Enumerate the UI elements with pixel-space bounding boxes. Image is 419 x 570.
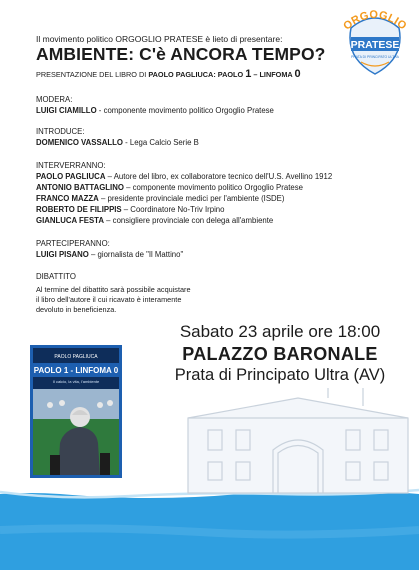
book-subtitle: Il calcio, la vita, l'ambiente — [52, 379, 100, 384]
section-label-parteciperanno: PARTECIPERANNO: — [36, 239, 110, 248]
event-date: Sabato 23 aprile ore 18:00 — [179, 322, 381, 341]
list-item — [36, 194, 284, 203]
person-name: GIANLUCA FESTA — [36, 216, 105, 225]
palazzo-baronale-illustration — [178, 388, 418, 500]
book-title: PAOLO 1 - LINFOMA 0 — [33, 366, 119, 375]
debate-note-line: il libro dell'autore il cui ricavato è interamente — [36, 295, 182, 304]
section-label-modera: MODERA: — [36, 95, 73, 104]
person-name: ROBERTO DE FILIPPIS — [36, 205, 122, 214]
section-label-interverranno: INTERVERRANNO: — [36, 161, 106, 170]
svg-text:ORGOGLIO: ORGOGLIO — [341, 10, 409, 33]
subtitle-number-one: 1 — [245, 68, 252, 80]
book-author: PAOLO PAGLIUCA — [54, 354, 98, 360]
person-role: – giornalista de "Il Mattino" — [88, 250, 184, 259]
debate-note-line: devoluto in beneficienza. — [36, 305, 117, 314]
person-role: – consigliere provinciale con delega all'ambiente — [104, 216, 274, 225]
section-label-dibattito: DIBATTITO — [36, 272, 76, 281]
person-role: - Lega Calcio Serie B — [122, 138, 199, 147]
person-name: LUIGI CIAMILLO — [36, 106, 97, 115]
subtitle-number-zero: 0 — [294, 68, 301, 80]
person-role: – Coordinatore No-Triv Irpino — [121, 205, 225, 214]
svg-text:PRATESE: PRATESE — [350, 39, 400, 51]
orgoglio-pratese-logo — [339, 10, 411, 78]
debate-note-line: Al termine del dibattito sarà possibile acquistare — [36, 285, 191, 294]
person-name: DOMENICO VASSALLO — [36, 138, 123, 147]
book-cover-image — [30, 345, 122, 478]
intro-text: Il movimento politico ORGOGLIO PRATESE è lieto di presentare: — [36, 34, 283, 44]
book-presentation-line — [36, 68, 301, 80]
section-label-introduce: INTRODUCE: — [36, 127, 85, 136]
event-place: Prata di Principato Ultra (AV) — [174, 366, 386, 384]
person-name: ANTONIO BATTAGLINO — [36, 183, 124, 192]
event-title: AMBIENTE: C'è ANCORA TEMPO? — [36, 44, 326, 64]
list-item — [36, 216, 273, 225]
subtitle-author: PAOLO PAGLIUCA: PAOLO — [148, 70, 244, 79]
list-item — [36, 106, 274, 115]
debate-note — [36, 285, 191, 315]
list-item — [36, 250, 183, 259]
list-item — [36, 138, 199, 147]
person-role: – Autore del libro, ex collaboratore tecnico dell'U.S. Avellino 1912 — [105, 172, 333, 181]
list-item — [36, 205, 225, 214]
person-role: - componente movimento politico Orgoglio Pratese — [96, 106, 274, 115]
list-item — [36, 172, 332, 181]
person-name: LUIGI PISANO — [36, 250, 89, 259]
person-name: PAOLO PAGLIUCA — [36, 172, 106, 181]
list-item — [36, 183, 303, 192]
subtitle-mid: – LINFOMA — [251, 70, 295, 79]
svg-text:PRATA DI PRINCIPATO ULTRA: PRATA DI PRINCIPATO ULTRA — [351, 55, 399, 59]
person-name: FRANCO MAZZA — [36, 194, 99, 203]
person-role: – presidente provinciale medici per l'ambiente (ISDE) — [98, 194, 285, 203]
subtitle-prefix: PRESENTAZIONE DEL LIBRO DI — [36, 70, 149, 79]
person-role: – componente movimento politico Orgoglio Pratese — [123, 183, 303, 192]
event-venue: PALAZZO BARONALE — [182, 344, 378, 364]
